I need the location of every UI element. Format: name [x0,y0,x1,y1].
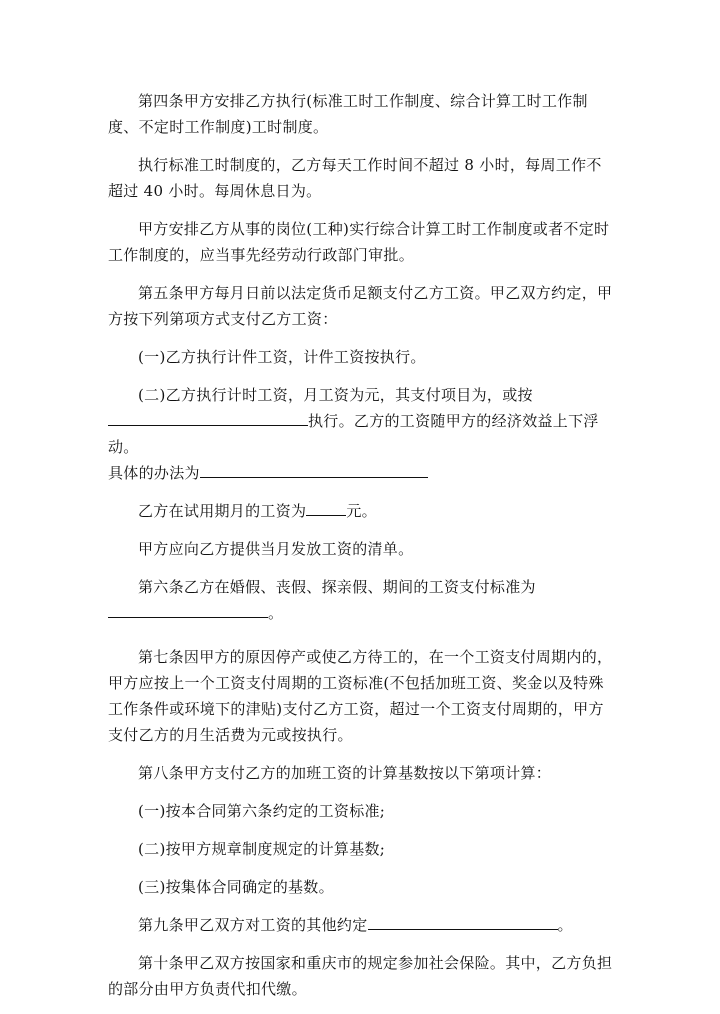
specific-method-line [108,460,616,486]
time-wage-item: (二)乙方执行计时工资，月工资为元，其支付项目为，或按 [138,386,533,404]
article-6-end: 。 [268,604,284,622]
probation-wage-line [108,498,616,524]
article-5-paragraph: 第五条甲方每月日前以法定货币足额支付乙方工资。甲乙双方约定，甲方按下列第项方式支付乙方工资： [108,284,613,328]
article-8-option-2: (二)按甲方规章制度规定的计算基数; [138,840,386,858]
article-6-paragraph: 第六条乙方在婚假、丧假、探亲假、期间的工资支付标准为 [138,578,536,596]
article-8-paragraph: 第八条甲方支付乙方的加班工资的计算基数按以下第项计算： [138,764,552,782]
article-10-paragraph: 第十条甲乙双方按国家和重庆市的规定参加社会保险。其中，乙方负担的部分由甲方负责代扣代缴。 [108,954,613,998]
document-page [108,88,616,1014]
article-8-option-3: (三)按集体合同确定的基数。 [138,878,334,896]
article-6-blank-line [108,600,616,626]
blank-line [200,463,428,478]
time-wage-continuation [108,408,616,460]
article-8-option-1: (一)按本合同第六条约定的工资标准; [138,802,386,820]
article-9-line [108,912,616,938]
wage-float-text: 执行。乙方的工资随甲方的经济效益上下浮动。 [108,412,599,456]
article-9-end: 。 [557,916,573,934]
blank-line [108,411,308,426]
blank-line [306,501,346,516]
probation-wage-label: 乙方在试用期月的工资为 [138,502,307,520]
blank-line [368,915,558,930]
blank-line [108,603,268,618]
probation-wage-unit: 元。 [346,502,377,520]
payslip-paragraph: 甲方应向乙方提供当月发放工资的清单。 [138,540,414,558]
article-7-paragraph: 第七条因甲方的原因停产或使乙方待工的，在一个工资支付周期内的，甲方应按上一个工资支付周期的工资标准(不包括加班工资、奖金以及特殊工作条件或环境下的津贴)支付乙方工资，超过一个工资支付周期的，甲方支付乙方的月生活费为元或按执行。 [108,648,613,744]
standard-hours-paragraph: 执行标准工时制度的，乙方每天工作时间不超过 8 小时，每周工作不超过 40 小时。每周休息日为。 [108,156,602,200]
article-9-label: 第九条甲乙双方对工资的其他约定 [138,916,368,934]
approval-paragraph: 甲方安排乙方从事的岗位(工种)实行综合计算工时工作制度或者不定时工作制度的，应当事先经劳动行政部门审批。 [108,220,610,264]
specific-method-label: 具体的办法为 [108,464,200,482]
piece-wage-item: (一)乙方执行计件工资，计件工资按执行。 [138,348,426,366]
article-4-paragraph: 第四条甲方安排乙方执行(标准工时工作制度、综合计算工时工作制度、不定时工作制度)工时制度。 [108,92,588,136]
